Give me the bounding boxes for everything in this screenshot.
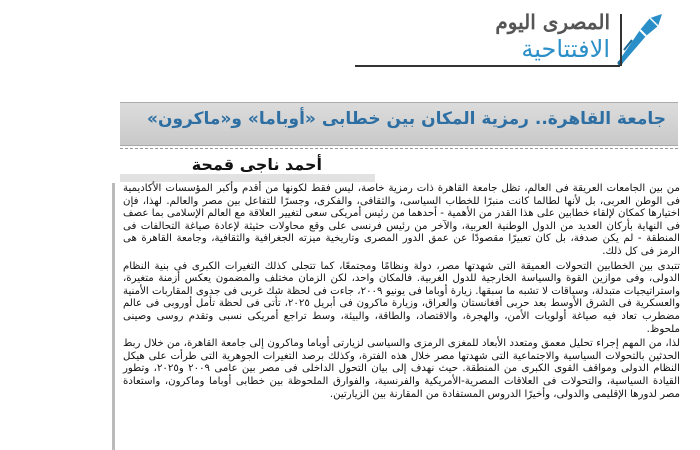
newspaper-brand: المصرى اليوم <box>495 10 610 34</box>
paragraph: لذا، من المهم إجراء تحليل معمق ومتعدد الأبعاد للمغزى الرمزى والسياسى لزيارتى أوباما وماكرون إلى جامعة القاهرة، من خلال ربط الحدثين بالتحولات السياسية والاجتماعية التى شهدتها مصر خلال هذه الفترة، وكذلك برصد التغيرات الجوهرية التى طرأت على هيكل النظام الدولى ومواقف القوى الكبرى من المنطقة. حيث نهدف إلى بيان التحول الداخلى فى مصر بين عامى ٢٠٠٩ و٢٠٢٥، وتطور القيادة السياسية، والتحولات فى العلاقات المصرية-الأمريكية والفرنسية، والفوارق الملحوظة بين خطابى أوباما وماكرون، واستعادة مصر لدورها الإقليمى والدولى، وأخيرًا الدروس المستفادة من المقارنة بين الزيارتين. <box>123 338 680 400</box>
title-divider <box>120 148 678 149</box>
section-header <box>300 2 680 82</box>
author-underline <box>120 174 375 182</box>
article-author: أحمد ناجى قمحة <box>191 155 322 174</box>
header-divider <box>355 65 620 67</box>
paragraph: من بين الجامعات العريقة فى العالم، تظل جامعة القاهرة ذات رمزية خاصة، ليس فقط لكونها من أقدم وأكبر المؤسسات الأكاديمية فى الوطن العربى، بل لأنها لطالما كانت منبرًا للخطاب السياسى، والثقافى، والفكرى، وجسرًا للتفاعل بين مصر والعالم. لهذا، فإن اختيارها كمكان لإلقاء خطابين على هذا القدر من الأهمية - أحدهما من رئيس أمريكى سعى لتغيير العلاقة مع العالم الإسلامى بما عصف فى النهاية بأركان العديد من الدول الوطنية العربية، والآخر من رئيس فرنسى على وقع محاولات حثيثة لإعادة صياغة التحالفات فى المنطقة - لم يكن صدفة، بل كان تعبيرًا مقصودًا عن عمق الدور المصرى وتاريخية ميزته الجغرافية والثقافية، وجامعة القاهرة هى الرمز فى كل ذلك. <box>123 183 680 257</box>
title-banner <box>120 102 678 146</box>
header-divider-vertical <box>620 14 622 66</box>
article-title: جامعة القاهرة.. رمزية المكان بين خطابى «أوباما» و«ماكرون» <box>146 109 666 129</box>
section-name: الافتتاحية <box>521 35 610 63</box>
article-body <box>112 183 684 450</box>
pen-nib-icon <box>610 10 670 70</box>
paragraph: تتبدى بين الخطابين التحولات العميقة التى شهدتها مصر، دولة ونظامًا ومجتمعًا، كما تتجلى كذلك التغيرات الكبرى فى بنية النظام الدولى، وفى موازين القوة والسياسة الخارجية للدول الغربية. فالمكان واحد، لكن الزمان مختلف والمضمون يعكس أزمنة متغيرة، واستراتيجيات متبدلة، وسياقات لا تشبه ما سبقها. زيارة أوباما فى يونيو ٢٠٠٩، جاءت فى لحظة شك غربى فى جدوى المقاربات الأمنية والعسكرية فى الشرق الأوسط بعد حربى أفغانستان والعراق، وزيارة ماكرون فى أبريل ٢٠٢٥، تأتى فى لحظة تأمل أوروبى فى عالم مضطرب تعاد فيه صياغة أولويات الأمن، والهجرة، والاقتصاد، والطاقة، والبيئة، وسط تراجع أمريكى نسبى وتقدم روسى وصينى ملحوظ. <box>123 260 680 335</box>
